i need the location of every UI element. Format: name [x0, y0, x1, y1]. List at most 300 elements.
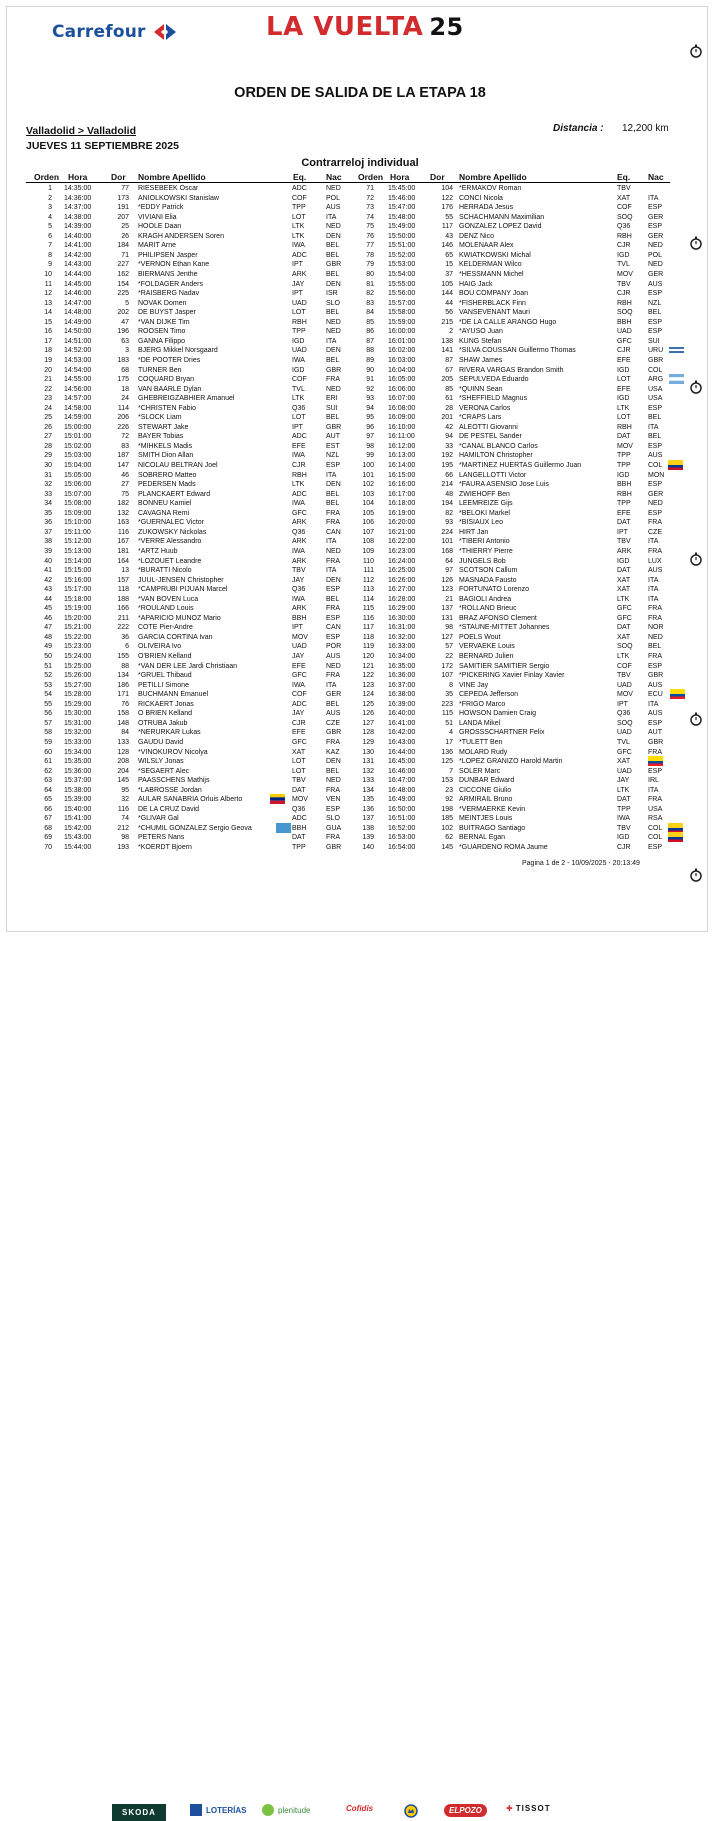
left-row-time: 14:39:00 [64, 223, 92, 231]
right-row-rider: *BISIAUX Leo [459, 519, 503, 527]
left-row-bib: 32 [121, 796, 129, 804]
right-row-time: 15:56:00 [388, 290, 416, 298]
left-row-bib: 173 [117, 194, 129, 202]
left-row-nat: NED [326, 385, 341, 393]
left-row-order: 65 [44, 796, 52, 804]
left-row-rider: *EDDY Patrick [138, 204, 184, 212]
left-row-bib: 88 [121, 662, 129, 670]
left-row-nat: GBR [326, 261, 342, 269]
right-row-nat: BEL [648, 414, 662, 422]
left-row-nat: NED [326, 185, 341, 192]
right-row-team: TPP [617, 462, 631, 469]
right-row-time: 16:48:00 [388, 786, 416, 794]
left-row-team: TPP [292, 204, 306, 212]
left-row-nat: GUA [326, 824, 342, 832]
left-row-bib: 164 [117, 557, 129, 565]
right-row-time: 16:12:00 [388, 442, 416, 450]
right-row-time: 15:51:00 [388, 242, 416, 250]
left-row-bib: 36 [121, 633, 129, 641]
left-row-time: 14:43:00 [64, 261, 92, 269]
right-row-time: 16:16:00 [388, 481, 416, 489]
right-row-team: IGD [617, 366, 630, 374]
left-row-team: BBH [292, 824, 307, 832]
right-row-time: 16:13:00 [388, 452, 416, 460]
left-row-bib: 5 [125, 299, 129, 307]
right-row-rider: *TULETT Ben [459, 738, 503, 746]
right-row-rider: GROSSSCHARTNER Felix [459, 729, 545, 737]
left-row-rider: *GRUEL Thibaud [138, 672, 192, 679]
left-row-team: IWA [292, 356, 305, 364]
right-row-rider: *TIBERI Antonio [459, 538, 510, 546]
left-row-order: 68 [44, 824, 52, 832]
right-row-time: 16:39:00 [388, 700, 416, 708]
right-row-rider: VERVAEKE Louis [459, 643, 515, 651]
left-row-team: IGD [292, 366, 305, 374]
right-row-team: EFE [617, 509, 631, 517]
right-row-bib: 127 [441, 633, 453, 641]
right-row-nat: IRL [648, 777, 659, 785]
right-row-team: TBV [617, 280, 631, 288]
left-row-bib: 26 [121, 232, 129, 240]
right-row-time: 15:48:00 [388, 213, 416, 221]
left-row-order: 42 [44, 576, 52, 584]
right-row-order: 124 [362, 691, 374, 699]
right-row-nat: GER [648, 232, 664, 240]
left-row-order: 38 [44, 538, 52, 546]
left-row-bib: 226 [117, 423, 129, 431]
left-row-rider: *LOZOUET Leandre [138, 557, 202, 565]
left-row-bib: 114 [117, 404, 129, 412]
correos-crown-icon [404, 1804, 418, 1818]
left-row-nat: FRA [326, 786, 340, 794]
right-row-nat: FRA [648, 547, 662, 555]
right-row-order: 128 [362, 729, 374, 737]
right-row-order: 84 [366, 309, 374, 317]
left-row-bib: 193 [117, 844, 129, 851]
left-row-order: 45 [44, 605, 52, 613]
right-row-order: 78 [366, 251, 374, 259]
left-row-time: 15:21:00 [64, 624, 92, 632]
left-row-rider: CAVAGNA Remi [138, 509, 190, 517]
left-row-order: 23 [44, 395, 52, 403]
left-row-time: 15:20:00 [64, 614, 92, 622]
right-row-time: 16:51:00 [388, 815, 416, 823]
right-row-team: TBV [617, 672, 631, 679]
left-row-rider: PAASSCHENS Mathijs [138, 777, 210, 785]
left-row-team: IPT [292, 261, 303, 269]
right-row-order: 131 [362, 758, 374, 765]
header-divider [26, 182, 670, 183]
right-row-nat: NZL [648, 299, 662, 307]
left-row-time: 15:43:00 [64, 834, 92, 842]
left-row-order: 3 [48, 204, 52, 212]
right-row-nat: MON [648, 471, 665, 479]
right-row-team: TBV [617, 185, 631, 192]
left-row-order: 41 [44, 567, 52, 574]
left-row-team: ARK [292, 538, 307, 546]
left-row-nat: VEN [326, 796, 341, 804]
right-row-order: 133 [362, 777, 374, 785]
left-row-nat: POL [326, 194, 341, 202]
left-row-order: 2 [48, 194, 52, 202]
left-row-nat: CAN [326, 528, 341, 536]
right-row-rider: *MARTINEZ HUERTAS Guillermo Juan [459, 462, 582, 469]
right-row-order: 127 [362, 719, 374, 727]
left-row-bib: 183 [117, 356, 129, 364]
right-row-team: RBH [617, 423, 632, 431]
left-row-bib: 76 [121, 700, 129, 708]
left-row-team: IWA [292, 681, 305, 689]
left-row-team: LOT [292, 767, 306, 775]
left-row-time: 14:44:00 [64, 270, 92, 278]
sponsor-skoda [112, 1804, 166, 1821]
left-row-order: 69 [44, 834, 52, 842]
left-row-bib: 186 [117, 681, 129, 689]
left-row-bib: 116 [117, 528, 129, 536]
right-row-rider: SCHACHMANN Maximilian [459, 213, 545, 221]
right-row-rider: VANSEVENANT Mauri [459, 309, 530, 317]
right-row-time: 16:50:00 [388, 805, 416, 813]
right-row-time: 16:01:00 [388, 337, 416, 345]
left-row-order: 48 [44, 633, 52, 641]
left-row-order: 33 [44, 490, 52, 498]
sponsor-label: LOTERÍAS [206, 1805, 247, 1815]
left-row-team: COF [292, 691, 307, 699]
left-row-order: 8 [48, 251, 52, 259]
left-row-order: 64 [44, 786, 52, 794]
right-row-order: 111 [363, 567, 374, 574]
right-row-order: 81 [366, 280, 374, 288]
left-row-time: 14:51:00 [64, 337, 92, 345]
right-row-bib: 67 [445, 366, 453, 374]
right-row-rider: *ROLLAND Brieuc [459, 605, 517, 613]
right-row-team: LTK [617, 786, 630, 794]
left-row-time: 15:19:00 [64, 605, 92, 613]
right-row-time: 16:28:00 [388, 595, 416, 603]
left-row-rider: NOVAK Domen [138, 299, 187, 307]
left-row-team: ARK [292, 605, 307, 613]
left-row-team: COF [292, 194, 307, 202]
right-row-rider: BERNAL Egan [459, 834, 506, 842]
left-row-nat: BEL [326, 595, 340, 603]
right-row-bib: 55 [445, 213, 453, 221]
right-row-time: 15:49:00 [388, 223, 416, 231]
left-row-nat: GBR [326, 423, 342, 431]
right-row-order: 96 [366, 423, 374, 431]
left-row-time: 14:54:00 [64, 366, 92, 374]
left-row-nat: ITA [326, 567, 337, 574]
right-row-nat: GER [648, 270, 664, 278]
left-row-rider: *VERRE Alessandro [138, 538, 202, 546]
left-row-rider: KRAGH ANDERSEN Soren [138, 232, 224, 240]
left-row-order: 54 [44, 691, 52, 699]
right-row-nat: AUS [648, 710, 663, 718]
right-row-order: 113 [362, 586, 374, 594]
left-row-rider: DE BUYST Jasper [138, 309, 196, 317]
right-row-time: 16:09:00 [388, 414, 416, 422]
right-row-nat: ITA [648, 700, 659, 708]
right-row-rider: SCOTSON Callum [459, 567, 518, 574]
left-row-bib: 188 [117, 595, 129, 603]
right-row-team: RBH [617, 232, 632, 240]
left-row-bib: 208 [117, 758, 129, 765]
right-row-time: 15:52:00 [388, 251, 416, 259]
right-row-bib: 43 [445, 232, 453, 240]
left-row-nat: ITA [326, 538, 337, 546]
left-row-time: 15:24:00 [64, 653, 92, 660]
left-row-bib: 132 [117, 509, 129, 517]
right-row-bib: 2 [449, 328, 453, 336]
left-row-order: 7 [48, 242, 52, 250]
right-row-rider: BOU COMPANY Joan [459, 290, 528, 298]
right-row-time: 16:34:00 [388, 653, 416, 660]
right-row-team: UAD [617, 729, 632, 737]
right-row-order: 74 [366, 213, 374, 221]
left-row-rider: *NERURKAR Lukas [138, 729, 201, 737]
right-row-rider: CEPEDA Jefferson [459, 691, 519, 699]
left-row-team: RBH [292, 471, 307, 479]
left-row-rider: COQUARD Bryan [138, 376, 195, 383]
right-row-time: 16:07:00 [388, 395, 416, 403]
left-row-team: ADC [292, 490, 307, 498]
left-row-nat: CAN [326, 624, 341, 632]
right-row-order: 137 [362, 815, 374, 823]
right-row-rider: *BELOKI Markel [459, 509, 510, 517]
left-row-rider: ROOSEN Timo [138, 328, 186, 336]
left-row-team: Q36 [292, 805, 306, 813]
right-row-bib: 144 [441, 290, 453, 298]
left-row-time: 15:17:00 [64, 586, 92, 594]
right-row-time: 16:53:00 [388, 834, 416, 842]
left-row-bib: 155 [117, 653, 129, 660]
left-row-time: 15:16:00 [64, 576, 92, 584]
left-row-time: 14:52:00 [64, 347, 92, 355]
left-row-time: 14:46:00 [64, 290, 92, 298]
tissot-icon: ✚ [506, 1804, 514, 1813]
right-row-nat: ECU [648, 691, 663, 699]
left-row-time: 15:12:00 [64, 538, 92, 546]
right-row-bib: 137 [441, 605, 453, 613]
left-row-bib: 184 [117, 242, 129, 250]
right-row-bib: 23 [445, 786, 453, 794]
argentina-flag-icon [669, 374, 684, 384]
right-row-team: UAD [617, 681, 632, 689]
left-row-nat: NED [326, 318, 341, 326]
left-row-order: 35 [44, 509, 52, 517]
left-row-nat: AUS [326, 710, 341, 718]
right-row-bib: 15 [445, 261, 453, 269]
left-row-rider: RIESEBEEK Oscar [138, 185, 199, 192]
left-row-rider: *FOLDAGER Anders [138, 280, 203, 288]
left-row-bib: 77 [121, 185, 129, 192]
right-row-order: 125 [362, 700, 374, 708]
left-row-time: 15:22:00 [64, 633, 92, 641]
left-row-order: 50 [44, 653, 52, 660]
left-row-time: 14:56:00 [64, 385, 92, 393]
left-row-rider: *SEGAERT Alec [138, 767, 190, 775]
right-row-bib: 115 [441, 710, 453, 718]
left-row-team: LTK [292, 223, 305, 231]
right-row-bib: 123 [441, 586, 453, 594]
right-row-team: IPT [617, 528, 628, 536]
left-row-time: 15:41:00 [64, 815, 92, 823]
left-row-rider: *ROULAND Louis [138, 605, 194, 613]
left-row-rider: *VERNON Ethan Kane [138, 261, 210, 269]
left-row-team: DAT [292, 834, 306, 842]
left-row-time: 14:38:00 [64, 213, 92, 221]
left-row-nat: NED [326, 777, 341, 785]
right-row-rider: CONCI Nicola [459, 194, 503, 202]
right-row-nat: FRA [648, 519, 662, 527]
left-row-time: 14:53:00 [64, 356, 92, 364]
left-row-nat: BEL [326, 356, 340, 364]
left-row-rider: MARIT Arne [138, 242, 176, 250]
right-row-team: DAT [617, 796, 631, 804]
right-row-rider: LANGELLOTTI Victor [459, 471, 527, 479]
left-row-time: 15:37:00 [64, 777, 92, 785]
left-row-bib: 175 [117, 376, 129, 383]
sponsor-elpozo [444, 1804, 487, 1817]
right-row-nat: ITA [648, 538, 659, 546]
left-row-team: TPP [292, 844, 306, 851]
left-row-nat: AUS [326, 204, 341, 212]
right-row-order: 112 [362, 576, 374, 584]
right-row-order: 114 [362, 595, 374, 603]
left-row-rider: *CAMPRUBI PIJUAN Marcel [138, 586, 228, 594]
right-row-bib: 138 [441, 337, 453, 345]
right-row-rider: MASNADA Fausto [459, 576, 517, 584]
left-row-bib: 166 [117, 605, 129, 613]
left-row-nat: EST [326, 442, 340, 450]
left-row-time: 15:35:00 [64, 758, 92, 765]
right-row-order: 89 [366, 356, 374, 364]
left-row-rider: JUUL-JENSEN Christopher [138, 576, 224, 584]
left-row-rider: BUCHMANN Emanuel [138, 691, 209, 699]
left-row-order: 29 [44, 452, 52, 460]
right-row-team: IGD [617, 471, 630, 479]
right-row-nat: NED [648, 500, 663, 508]
stopwatch-icon [689, 380, 703, 394]
right-row-rider: *SHEFFIELD Magnus [459, 395, 528, 403]
right-row-time: 16:29:00 [388, 605, 416, 613]
left-row-nat: DEN [326, 280, 341, 288]
left-row-nat: ITA [326, 213, 337, 221]
right-row-team: TBV [617, 824, 631, 832]
left-row-team: IWA [292, 242, 305, 250]
left-row-order: 9 [48, 261, 52, 269]
right-row-bib: 56 [445, 309, 453, 317]
sponsor-label: Cofidis [346, 1804, 374, 1813]
right-row-bib: 33 [445, 442, 453, 450]
left-row-rider: *LABROSSE Jordan [138, 786, 202, 794]
right-row-rider: *FRIGO Marco [459, 700, 506, 708]
right-row-bib: 131 [441, 614, 453, 622]
left-row-bib: 72 [121, 433, 129, 441]
left-row-bib: 222 [117, 624, 129, 632]
page-header [0, 0, 720, 64]
left-row-team: LOT [292, 758, 306, 765]
left-row-nat: GBR [326, 366, 342, 374]
left-row-nat: KAZ [326, 748, 340, 756]
right-row-rider: LANDA Mikel [459, 719, 501, 727]
left-row-bib: 24 [121, 395, 129, 403]
right-row-rider: SAMITIER SAMITIER Sergio [459, 662, 550, 670]
left-row-team: LTK [292, 395, 305, 403]
colombia-flag-icon [668, 832, 683, 842]
left-row-bib: 167 [117, 538, 129, 546]
left-row-nat: FRA [326, 672, 340, 679]
right-row-order: 126 [362, 710, 374, 718]
left-row-order: 25 [44, 414, 52, 422]
right-row-time: 16:45:00 [388, 758, 416, 765]
right-row-time: 16:31:00 [388, 624, 416, 632]
left-row-nat: BEL [326, 309, 340, 317]
right-row-order: 118 [362, 633, 374, 641]
right-row-team: TPP [617, 452, 631, 460]
left-row-order: 4 [48, 213, 52, 221]
sponsor-plenitude [262, 1804, 310, 1816]
left-row-nat: BEL [326, 270, 340, 278]
left-row-rider: *DE POOTER Dries [138, 356, 201, 364]
left-row-team: Q36 [292, 586, 306, 594]
right-row-time: 15:45:00 [388, 185, 416, 192]
left-row-time: 15:05:00 [64, 471, 92, 479]
left-row-time: 15:14:00 [64, 557, 92, 565]
left-row-bib: 116 [117, 805, 129, 813]
right-row-order: 77 [366, 242, 374, 250]
loterias-icon [190, 1804, 202, 1816]
right-row-time: 16:42:00 [388, 729, 416, 737]
right-row-rider: *GUARDENO ROMA Jaume [459, 844, 548, 851]
right-row-rider: *CANAL BLANCO Carlos [459, 442, 538, 450]
right-row-bib: 97 [445, 567, 453, 574]
left-row-time: 14:42:00 [64, 251, 92, 259]
right-row-bib: 146 [441, 242, 453, 250]
right-row-bib: 176 [441, 204, 453, 212]
right-row-team: UAD [617, 328, 632, 336]
left-row-time: 15:38:00 [64, 786, 92, 794]
right-row-order: 76 [366, 232, 374, 240]
right-row-nat: ITA [648, 586, 659, 594]
right-row-team: COF [617, 204, 632, 212]
left-row-time: 14:50:00 [64, 328, 92, 336]
sponsor-bar [0, 900, 720, 1817]
right-row-nat: ESP [648, 442, 663, 450]
left-row-team: IPT [292, 290, 303, 298]
left-row-rider: HOOLE Daan [138, 223, 182, 231]
left-row-time: 15:08:00 [64, 500, 92, 508]
right-row-order: 71 [366, 185, 374, 192]
left-row-team: EFE [292, 442, 306, 450]
left-row-nat: BEL [326, 500, 340, 508]
stopwatch-icon [689, 236, 703, 250]
right-row-team: LOT [617, 376, 631, 383]
right-row-nat: GBR [648, 356, 664, 364]
left-row-nat: POR [326, 643, 342, 651]
left-row-order: 27 [44, 433, 52, 441]
left-row-time: 14:49:00 [64, 318, 92, 326]
right-row-rider: *FISHERBLACK Finn [459, 299, 526, 307]
right-row-team: BBH [617, 318, 632, 326]
right-row-time: 16:54:00 [388, 844, 416, 851]
right-row-bib: 17 [445, 738, 453, 746]
right-row-team: RBH [617, 490, 632, 498]
left-row-rider: RICKAERT Jonas [138, 700, 194, 708]
left-row-nat: ESP [326, 614, 341, 622]
right-row-order: 117 [362, 624, 374, 632]
right-row-order: 122 [362, 672, 374, 679]
right-row-order: 86 [366, 328, 374, 336]
